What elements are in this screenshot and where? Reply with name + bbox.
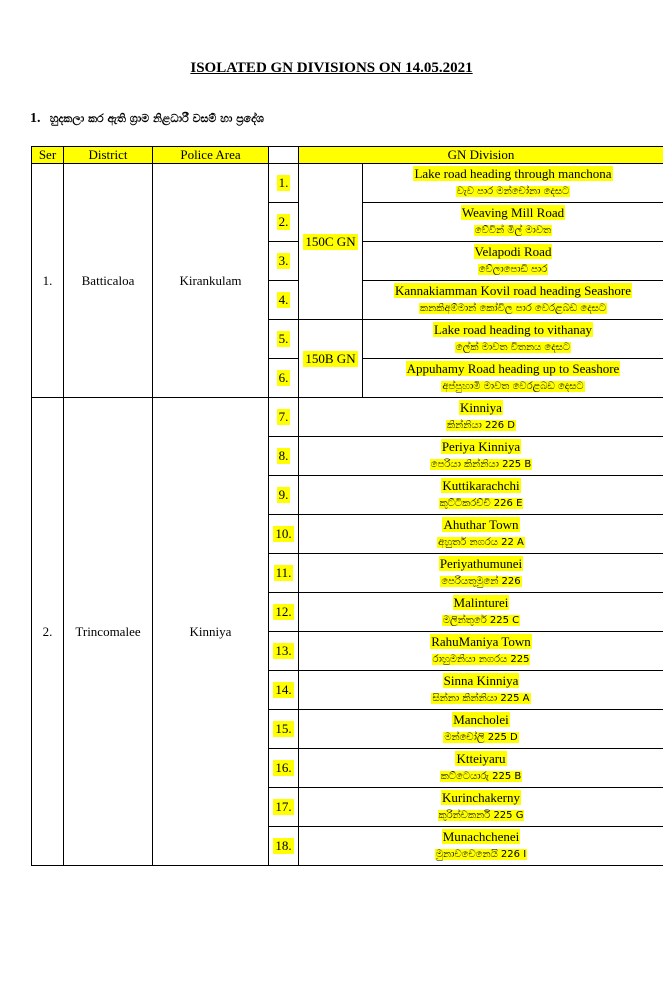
- gn-name-si: අහුතර් නගරය 22 A: [438, 537, 524, 548]
- gn-name-en: Kinniya: [460, 400, 502, 415]
- gn-division-cell: [299, 788, 663, 827]
- gn-name-si: කුට්ටිකරච්චි 226 E: [439, 498, 523, 509]
- gn-division-cell: [299, 710, 663, 749]
- row-number-cell: [269, 164, 299, 203]
- gn-name-si: අප්පුහාමි මාවත වෙරළබඩ දෙසට: [442, 381, 584, 392]
- row-number: 9.: [278, 487, 289, 502]
- gn-name-si: ලේක් මාවත විතනය දෙසට: [455, 342, 571, 353]
- gn-name-en: Weaving Mill Road: [461, 205, 565, 220]
- gn-name-si: කට්ටෙයාරු 225 B: [440, 771, 522, 782]
- row-number-cell: [269, 203, 299, 242]
- gn-name-si: වේලාපොඩි පාර: [478, 264, 548, 275]
- gn-name-en: Sinna Kinniya: [443, 673, 519, 688]
- page-title: ISOLATED GN DIVISIONS ON 14.05.2021: [190, 60, 473, 76]
- gn-name-en: Periyathumunei: [439, 556, 523, 571]
- row-number-cell: [269, 359, 299, 398]
- gn-division-cell: [363, 203, 663, 242]
- row-number: 14.: [275, 682, 292, 697]
- gn-name-en: Malinturei: [453, 595, 509, 610]
- gn-name-en: Lake road heading to vithanay: [433, 322, 593, 337]
- gn-code-cell: [299, 164, 363, 320]
- gn-name-si: වැව පාර මන්චෝනා දෙසට: [456, 186, 570, 197]
- gn-name-si: කින්නියා 226 D: [447, 420, 515, 431]
- gn-name-si: පෙරියතුමුනේ 226: [441, 576, 521, 587]
- gn-division-cell: [299, 593, 663, 632]
- gn-division-cell: [299, 827, 663, 866]
- gn-name-en: Kuttikarachchi: [442, 478, 520, 493]
- gn-name-en: Periya Kinniya: [441, 439, 521, 454]
- gn-name-si: මුනාචචෙනෙයි 226 I: [435, 849, 527, 860]
- row-number: 11.: [275, 565, 292, 580]
- gn-division-cell: [363, 359, 663, 398]
- gn-division-table: [31, 146, 663, 866]
- section-number: 1.: [30, 111, 41, 126]
- gn-name-si: මන්චෝලි 225 D: [444, 732, 518, 743]
- row-number: 2.: [278, 214, 289, 229]
- row-number: 16.: [275, 760, 292, 775]
- header-no: [269, 147, 299, 164]
- ser-cell: 2.: [32, 398, 64, 866]
- row-number: 6.: [278, 370, 289, 385]
- section-heading: [30, 110, 264, 127]
- row-number-cell: [269, 827, 299, 866]
- table-row: [32, 398, 663, 437]
- gn-name-si: සින්නා කින්නියා 225 A: [432, 693, 530, 704]
- gn-code: 150B GN: [305, 350, 356, 366]
- row-number: 5.: [278, 331, 289, 346]
- gn-name-en: Munachchenei: [442, 829, 520, 844]
- gn-division-cell: [363, 320, 663, 359]
- gn-division-cell: [299, 632, 663, 671]
- row-number-cell: [269, 710, 299, 749]
- row-number: 17.: [275, 799, 292, 814]
- gn-division-cell: [363, 281, 663, 320]
- gn-code: 150C GN: [305, 233, 356, 249]
- header-police-area: Police Area: [153, 147, 269, 164]
- row-number: 13.: [275, 643, 292, 658]
- row-number-cell: [269, 671, 299, 710]
- row-number: 8.: [278, 448, 289, 463]
- header-gn-division: GN Division: [299, 147, 663, 164]
- row-number: 7.: [278, 409, 289, 424]
- row-number-cell: [269, 398, 299, 437]
- gn-name-si: කනකිඅම්මාන් කෝවිල පාර වෙරළබඩ දෙසට: [419, 303, 607, 314]
- header-district: District: [64, 147, 153, 164]
- police-area-cell: Kirankulam: [153, 164, 269, 398]
- police-area-cell: Kinniya: [153, 398, 269, 866]
- row-number-cell: [269, 788, 299, 827]
- row-number-cell: [269, 476, 299, 515]
- row-number: 4.: [278, 292, 289, 307]
- row-number-cell: [269, 437, 299, 476]
- gn-name-si: වේවින් මිල් මාවත: [474, 225, 552, 236]
- ser-cell: 1.: [32, 164, 64, 398]
- gn-name-en: Velapodi Road: [474, 244, 552, 259]
- row-number: 1.: [278, 175, 289, 190]
- row-number: 18.: [275, 838, 292, 853]
- row-number: 15.: [275, 721, 292, 736]
- row-number-cell: [269, 242, 299, 281]
- table-header-row: [32, 147, 663, 164]
- gn-name-en: Ktteiyaru: [456, 751, 506, 766]
- row-number-cell: [269, 281, 299, 320]
- gn-name-en: Lake road heading through manchona: [414, 166, 612, 181]
- gn-name-en: Mancholei: [453, 712, 509, 727]
- gn-name-si: කුරින්චකර්නි 225 G: [438, 810, 524, 821]
- row-number: 3.: [278, 253, 289, 268]
- gn-division-cell: [363, 242, 663, 281]
- row-number-cell: [269, 749, 299, 788]
- gn-name-en: Kannakiamman Kovil road heading Seashore: [394, 283, 632, 298]
- gn-name-en: Appuhamy Road heading up to Seashore: [406, 361, 620, 376]
- district-cell: Trincomalee: [64, 398, 153, 866]
- gn-division-cell: [363, 164, 663, 203]
- row-number: 12.: [275, 604, 292, 619]
- row-number-cell: [269, 320, 299, 359]
- row-number-cell: [269, 554, 299, 593]
- gn-name-si: මලින්තුරේ 225 C: [442, 615, 520, 626]
- gn-division-cell: [299, 398, 663, 437]
- gn-name-si: පෙරියා කින්නියා 225 B: [430, 459, 532, 470]
- gn-code-cell: [299, 320, 363, 398]
- gn-division-cell: [299, 749, 663, 788]
- row-number: 10.: [275, 526, 292, 541]
- gn-division-cell: [299, 554, 663, 593]
- row-number-cell: [269, 593, 299, 632]
- gn-name-si: රාහුමනියා නගරය 225: [432, 654, 530, 665]
- row-number-cell: [269, 515, 299, 554]
- gn-name-en: Kurinchakerny: [442, 790, 520, 805]
- district-cell: Batticaloa: [64, 164, 153, 398]
- gn-division-cell: [299, 671, 663, 710]
- gn-division-cell: [299, 437, 663, 476]
- table-row: [32, 164, 663, 203]
- row-number-cell: [269, 632, 299, 671]
- gn-division-cell: [299, 476, 663, 515]
- section-heading-text: හුදකලා කර ඇති ග්‍රාම නිළධාරී වසම් හා ප්‍රදේශ: [49, 112, 264, 125]
- header-ser: Ser: [32, 147, 64, 164]
- gn-name-en: Ahuthar Town: [443, 517, 519, 532]
- gn-name-en: RahuManiya Town: [431, 634, 531, 649]
- gn-division-cell: [299, 515, 663, 554]
